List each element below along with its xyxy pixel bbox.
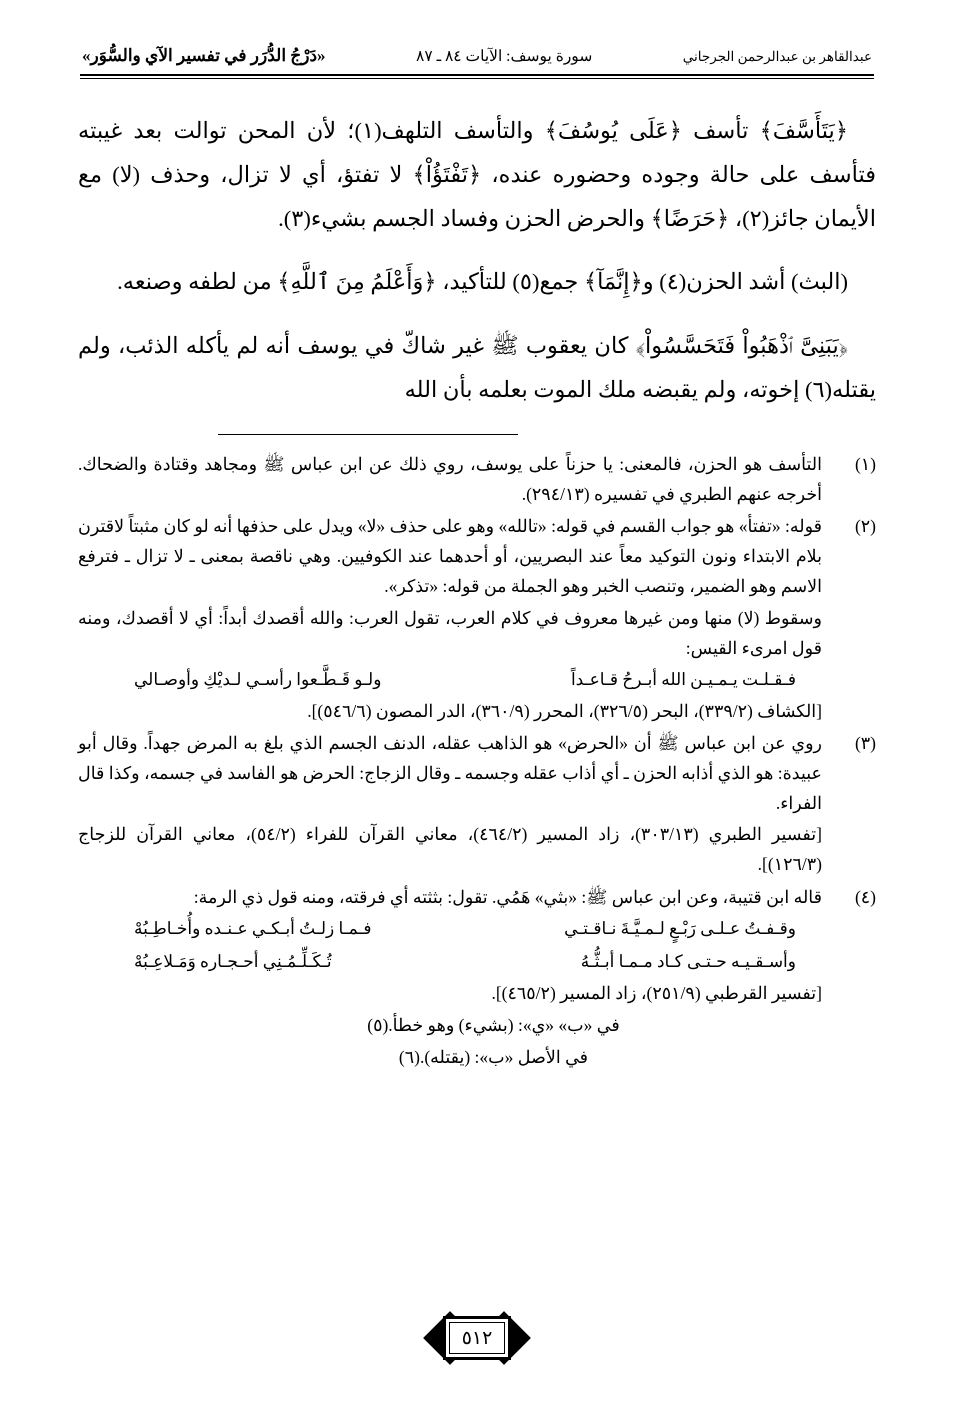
page-number-box <box>443 1316 511 1360</box>
footnote-verse <box>78 912 822 945</box>
footnote-body <box>78 449 822 509</box>
footnote-item <box>78 1042 876 1072</box>
footnote-reference: [الكشاف (٣٣٩/٢)، البحر (٣٢٦/٥)، المحرر (٣٦٠/٩)، الدر المصون (٥٤٦/٦)]. <box>307 700 822 721</box>
header-author: عبدالقاهر بن عبدالرحمن الجرجاني <box>682 49 872 64</box>
footnote-item <box>78 728 876 879</box>
verse-hemistich-right: وقـفـتُ عـلـى رَبْـعٍ لـمـيَّـةَ نـاقـتـي <box>564 918 796 938</box>
verse-hemistich-left: ولـو قَـطَّـعوا رأسـي لـديْكِ وأوصـالي <box>134 669 382 689</box>
footnote-separator-wrap <box>78 418 876 449</box>
body-paragraph-1: ﴿يَتَأَسَّفَ﴾ تأسف ﴿عَلَى يُوسُفَ﴾ والتأسف التلهف(١)؛ لأن المحن توالت بعد غيبته فتأسف على حالة وجوده وحضوره عنده، ﴿تَفْتَؤُاْ﴾ لا تفتؤ، أي لا تزال، وحذف (لا) مع الأيمان جائز(٢)، ﴿حَرَضًا﴾ والحرض الحزن وفساد الجسم بشيء(٣). <box>78 117 876 231</box>
footnote-reference: [تفسير الطبري (٣٠٣/١٣)، زاد المسير (٤٦٤/٢)، معاني القرآن للفراء (٥٤/٢)، معاني القرآن للزجاج (١٢٦/٣)]. <box>78 824 822 875</box>
verse-hemistich-right: فـقـلـت يـمـيـن الله أبـرحُ قـاعـداً <box>570 669 796 689</box>
page-number: ٥١٢ <box>449 1322 505 1354</box>
header-surah-reference: سورة يوسف: الآيات ٨٤ ـ ٨٧ <box>416 48 593 65</box>
footnote-body <box>78 882 822 1009</box>
header-rule-thick <box>80 74 874 76</box>
footnote-body <box>388 1010 619 1040</box>
footnote-number: (٤) <box>854 886 876 907</box>
body-paragraph-3: ﴿يَبَنِىَّ ٱذْهَبُواْ فَتَحَسَّسُواْ﴾ كان يعقوب ﷺ غير شاكّ في يوسف أنه لم يأكله الذئب، ولم يقتله(٦) إخوته، ولم يقبضه ملك الموت بعلمه بأن الله <box>78 333 876 403</box>
footnote-body <box>78 511 822 726</box>
footnote-line: روي عن ابن عباس ﷺ أن «الحرض» هو الذاهب عقله، الدنف الجسم الذي بلغ به المرض جهداً. وقال أبو عبيدة: هو الذي أذابه الحزن ـ أي أذاب عقله وجسمه ـ وقال الزجاج: الحرض هو الفاسد في جسمه، وكذا قال الفراء. <box>78 733 822 814</box>
header-rule-thin <box>80 78 874 79</box>
body-paragraph-2: (البث) أشد الحزن(٤) و﴿إِنَّمَآ﴾ جمع(٥) للتأكيد، ﴿وَأَعْلَمُ مِنَ ٱللَّهِ﴾ من لطفه وصنعه. <box>117 269 848 295</box>
footnote-number: (٥) <box>367 1015 389 1036</box>
footnote-item <box>78 449 876 509</box>
footnote-line: وسقوط (لا) منها ومن غيرها معروف في كلام العرب، تقول العرب: والله أقصدك أبداً: أي لا أقصدك، ومنه قول امرىء القيس: <box>78 607 822 658</box>
footnote-line: في الأصل «ب»: (يقتله). <box>419 1047 589 1068</box>
footnote-item <box>78 882 876 1009</box>
footnote-line: التأسف هو الحزن، فالمعنى: يا حزناً على يوسف، روي ذلك عن ابن عباس ﷺ ومجاهد وقتادة والضحاك. أخرجه عنهم الطبري في تفسيره (٢٩٤/١٣). <box>78 454 822 505</box>
page-number-area <box>0 1311 954 1365</box>
footnote-line: في «ب» «ي»: (بشيء) وهو خطأ. <box>388 1015 620 1036</box>
footnote-line: قاله ابن قتيبة، وعن ابن عباس ﷺ: «بثي» هَمُي. تقول: بثثته أي فرقته، ومنه قول ذي الرمة: <box>193 886 822 907</box>
header-book-title: «دَرْجُ الدُّرَر في تفسير الآي والسُّوَر» <box>82 46 326 65</box>
footnote-body <box>78 728 822 879</box>
footnote-body <box>420 1042 588 1072</box>
footnote-number: (١) <box>854 454 876 475</box>
footnote-line: قوله: «تفتأ» هو جواب القسم في قوله: «تالله» وهو على حذف «لا» ويدل على حذفها أنه لو كان مثبتاً لاقترن بلام الابتداء ونون التوكيد معاً عند البصريين، أو أحدهما عند الكوفيين. وهي ناقصة بمعنى ـ لا تزال ـ فترفع الاسم وهو الضمير، وتنصب الخبر وهو الجملة من قوله: «تذكر». <box>78 516 822 597</box>
footnote-item <box>78 511 876 726</box>
footnote-verse <box>78 945 822 978</box>
footnotes-section <box>78 449 876 1072</box>
main-body-text <box>78 109 876 412</box>
verse-hemistich-right: وأسـقـيـه حـتـى كـاد مـمـا أبـثُّـهُ <box>580 951 796 971</box>
footnote-item <box>78 1010 876 1040</box>
footnote-number: (٢) <box>854 516 876 537</box>
verse-hemistich-left: تُـكَـلِّـمُـنِي أحـجـاره وَمَـلاعِـبُهْ <box>134 951 332 971</box>
page-number-ornament <box>429 1311 525 1365</box>
page-header <box>78 44 876 74</box>
footnote-number: (٦) <box>398 1047 420 1068</box>
footnote-number: (٣) <box>854 733 876 754</box>
footnote-separator <box>218 434 518 435</box>
footnote-reference: [تفسير القرطبي (٢٥١/٩)، زاد المسير (٤٦٥/٢)]. <box>491 983 822 1004</box>
footnote-verse <box>78 663 822 696</box>
verse-hemistich-left: فـمـا زلـتُ أبـكـي عـنـده وأُخـاطِـبُهْ <box>134 918 372 938</box>
